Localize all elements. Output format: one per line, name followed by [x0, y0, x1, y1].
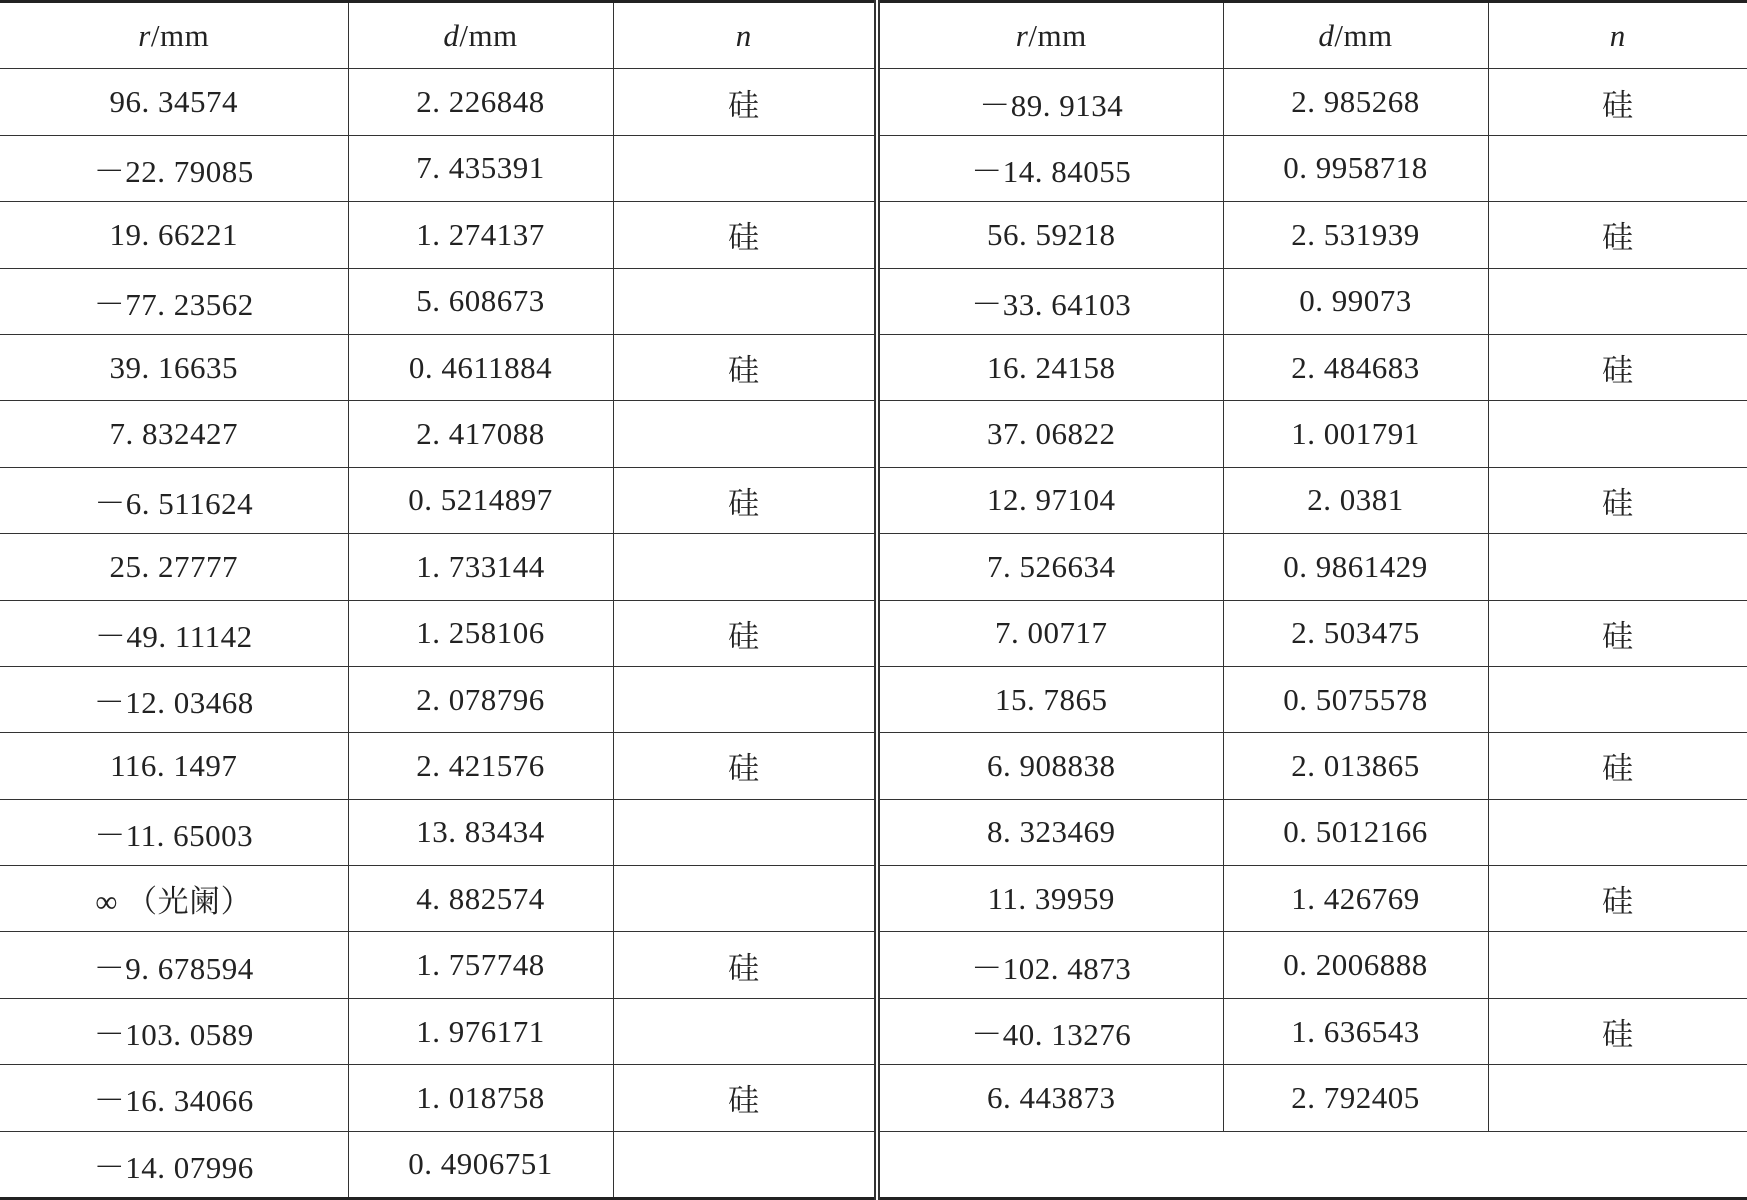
table-row: [0, 202, 1747, 268]
cell-d-right: 0. 99073: [1223, 268, 1488, 334]
table-body: [0, 69, 1747, 1199]
cell-d-left: 0. 4611884: [348, 334, 613, 400]
cell-n-left: [613, 866, 877, 932]
cell-d-right: 0. 5012166: [1223, 799, 1488, 865]
table-row: [0, 1131, 1747, 1198]
cell-d-left: 2. 078796: [348, 666, 613, 732]
cell-n-right: [1488, 666, 1747, 732]
cell-n-right: 硅: [1488, 467, 1747, 533]
cell-d-right: 2. 013865: [1223, 733, 1488, 799]
cell-n-right: [1488, 799, 1747, 865]
cell-d-left: 13. 83434: [348, 799, 613, 865]
cell-r-left: 19. 66221: [0, 202, 348, 268]
cell-n-right: [1488, 1131, 1747, 1198]
table-row: [0, 467, 1747, 533]
cell-d-right: 0. 9861429: [1223, 534, 1488, 600]
table-row: [0, 534, 1747, 600]
cell-n-right: [1488, 1065, 1747, 1131]
cell-r-right: 7. 00717: [877, 600, 1223, 666]
cell-n-left: [613, 401, 877, 467]
cell-r-left: －103. 0589: [0, 998, 348, 1064]
cell-d-right: 2. 792405: [1223, 1065, 1488, 1131]
cell-r-right: 8. 323469: [877, 799, 1223, 865]
cell-n-right: 硅: [1488, 998, 1747, 1064]
table-row: [0, 799, 1747, 865]
cell-n-right: [1488, 932, 1747, 998]
cell-n-left: [613, 268, 877, 334]
table-row: [0, 135, 1747, 201]
cell-n-left: [613, 998, 877, 1064]
table-row: [0, 600, 1747, 666]
cell-d-left: 2. 226848: [348, 69, 613, 135]
table-row: [0, 932, 1747, 998]
cell-r-right: －33. 64103: [877, 268, 1223, 334]
cell-r-right: 7. 526634: [877, 534, 1223, 600]
cell-r-left: －49. 11142: [0, 600, 348, 666]
cell-r-left: －9. 678594: [0, 932, 348, 998]
header-r-right: r/mm: [877, 2, 1223, 69]
table-row: [0, 69, 1747, 135]
cell-d-right: 2. 985268: [1223, 69, 1488, 135]
cell-d-right: 2. 0381: [1223, 467, 1488, 533]
cell-r-right: －102. 4873: [877, 932, 1223, 998]
table-row: [0, 866, 1747, 932]
cell-n-right: 硅: [1488, 600, 1747, 666]
cell-r-left: 96. 34574: [0, 69, 348, 135]
cell-r-left: 39. 16635: [0, 334, 348, 400]
cell-d-left: 1. 757748: [348, 932, 613, 998]
cell-n-left: 硅: [613, 932, 877, 998]
cell-d-right: 2. 484683: [1223, 334, 1488, 400]
cell-r-right: 6. 908838: [877, 733, 1223, 799]
header-n-right: n: [1488, 2, 1747, 69]
cell-r-left: －11. 65003: [0, 799, 348, 865]
cell-r-right: 15. 7865: [877, 666, 1223, 732]
table-row: [0, 998, 1747, 1064]
cell-r-right: 6. 443873: [877, 1065, 1223, 1131]
cell-d-right: 1. 636543: [1223, 998, 1488, 1064]
cell-r-left: ∞ （光阑）: [0, 866, 348, 932]
cell-n-right: 硅: [1488, 69, 1747, 135]
cell-d-left: 5. 608673: [348, 268, 613, 334]
cell-r-left: 116. 1497: [0, 733, 348, 799]
cell-r-left: 25. 27777: [0, 534, 348, 600]
cell-n-right: 硅: [1488, 334, 1747, 400]
cell-n-right: [1488, 401, 1747, 467]
cell-r-left: －16. 34066: [0, 1065, 348, 1131]
cell-r-left: 7. 832427: [0, 401, 348, 467]
cell-d-right: 2. 503475: [1223, 600, 1488, 666]
cell-n-right: [1488, 268, 1747, 334]
header-row: [0, 2, 1747, 69]
cell-d-right: [1223, 1131, 1488, 1198]
cell-n-left: 硅: [613, 733, 877, 799]
cell-n-left: 硅: [613, 69, 877, 135]
cell-d-right: 0. 5075578: [1223, 666, 1488, 732]
cell-n-left: [613, 799, 877, 865]
cell-r-right: 11. 39959: [877, 866, 1223, 932]
cell-r-left: －14. 07996: [0, 1131, 348, 1198]
cell-d-right: 2. 531939: [1223, 202, 1488, 268]
cell-r-left: －6. 511624: [0, 467, 348, 533]
cell-n-left: 硅: [613, 202, 877, 268]
cell-r-right: 37. 06822: [877, 401, 1223, 467]
cell-d-left: 4. 882574: [348, 866, 613, 932]
cell-n-right: [1488, 135, 1747, 201]
cell-d-left: 1. 274137: [348, 202, 613, 268]
cell-d-right: 0. 9958718: [1223, 135, 1488, 201]
cell-r-right: －14. 84055: [877, 135, 1223, 201]
header-r-left: r/mm: [0, 2, 348, 69]
cell-r-right: [877, 1131, 1223, 1198]
cell-n-left: [613, 135, 877, 201]
cell-d-left: 0. 5214897: [348, 467, 613, 533]
cell-d-left: 1. 018758: [348, 1065, 613, 1131]
cell-d-right: 0. 2006888: [1223, 932, 1488, 998]
cell-r-right: －40. 13276: [877, 998, 1223, 1064]
cell-n-left: [613, 666, 877, 732]
cell-d-left: 1. 976171: [348, 998, 613, 1064]
table-row: [0, 268, 1747, 334]
cell-n-left: 硅: [613, 600, 877, 666]
cell-r-left: －77. 23562: [0, 268, 348, 334]
cell-d-left: 7. 435391: [348, 135, 613, 201]
cell-n-right: 硅: [1488, 202, 1747, 268]
header-d-left: d/mm: [348, 2, 613, 69]
cell-n-left: 硅: [613, 334, 877, 400]
cell-r-right: 56. 59218: [877, 202, 1223, 268]
table-row: [0, 1065, 1747, 1131]
cell-n-left: 硅: [613, 1065, 877, 1131]
cell-d-left: 1. 733144: [348, 534, 613, 600]
cell-d-left: 0. 4906751: [348, 1131, 613, 1198]
cell-d-left: 2. 417088: [348, 401, 613, 467]
table-row: [0, 733, 1747, 799]
cell-r-right: 16. 24158: [877, 334, 1223, 400]
cell-r-right: 12. 97104: [877, 467, 1223, 533]
cell-d-right: 1. 426769: [1223, 866, 1488, 932]
header-n-left: n: [613, 2, 877, 69]
cell-n-left: 硅: [613, 467, 877, 533]
cell-n-right: [1488, 534, 1747, 600]
table-row: [0, 334, 1747, 400]
cell-r-left: －22. 79085: [0, 135, 348, 201]
cell-d-left: 1. 258106: [348, 600, 613, 666]
cell-n-right: 硅: [1488, 733, 1747, 799]
header-d-right: d/mm: [1223, 2, 1488, 69]
table-row: [0, 401, 1747, 467]
table-row: [0, 666, 1747, 732]
cell-n-left: [613, 534, 877, 600]
cell-r-left: －12. 03468: [0, 666, 348, 732]
cell-d-right: 1. 001791: [1223, 401, 1488, 467]
cell-n-left: [613, 1131, 877, 1198]
cell-r-right: －89. 9134: [877, 69, 1223, 135]
cell-d-left: 2. 421576: [348, 733, 613, 799]
cell-n-right: 硅: [1488, 866, 1747, 932]
